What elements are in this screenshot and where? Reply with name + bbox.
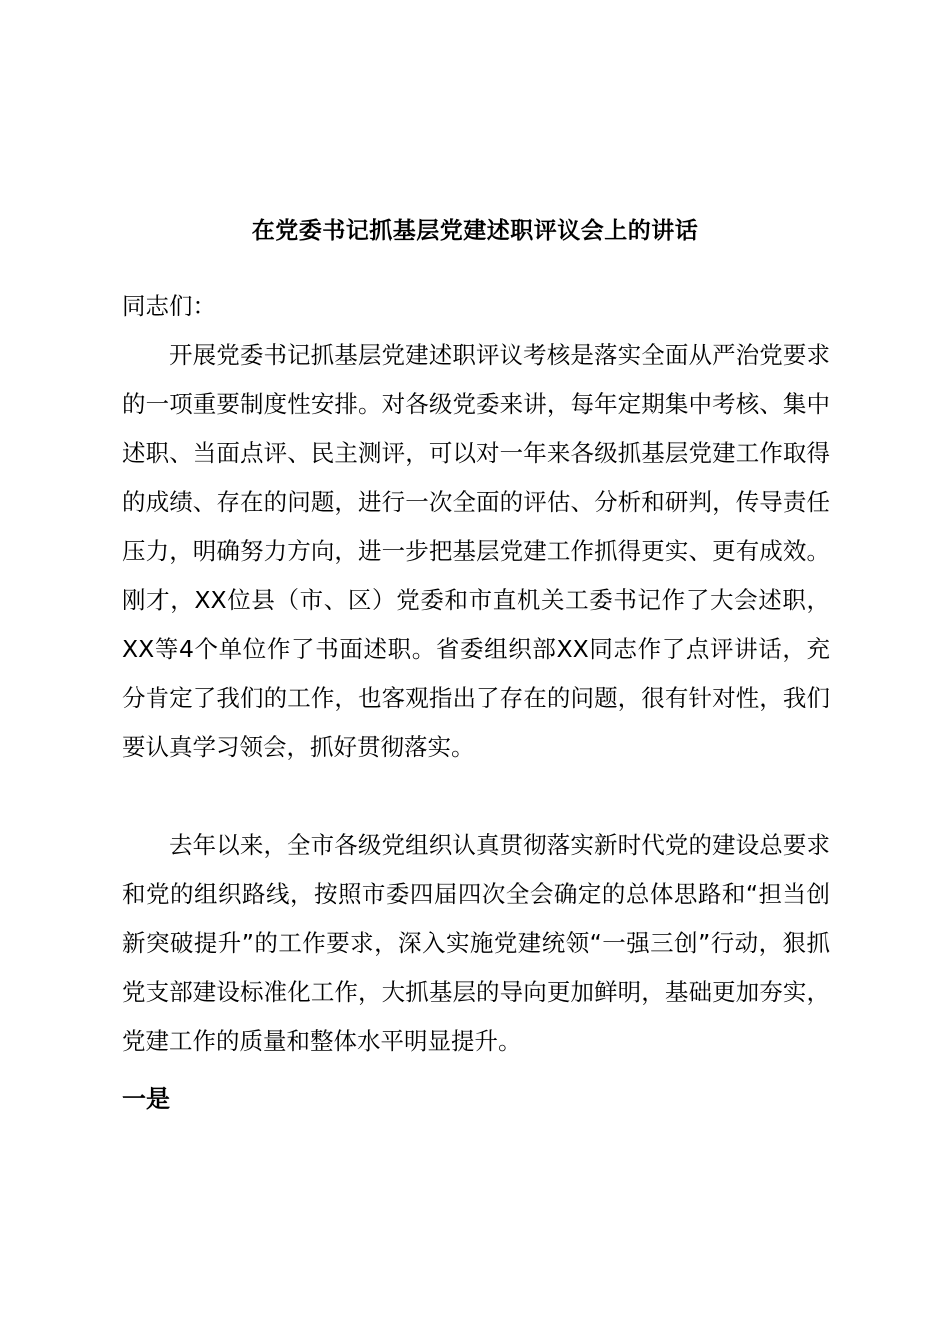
section-heading: 一是 bbox=[122, 1085, 170, 1113]
salutation: 同志们： bbox=[122, 292, 216, 320]
document-title: 在党委书记抓基层党建述职评议会上的讲话 bbox=[251, 218, 699, 244]
paragraph-2: 去年以来，全市各级党组织认真贯彻落实新时代党的建设总要求和党的组织路线，按照市委四届四次全会确定的总体思路和“担当创新突破提升”的工作要求，深入实施党建统领“一强三创”行动，狠抓党支部建设标准化工作，大抓基层的导向更加鲜明，基础更加夯实，党建工作的质量和整体水平明显提升。 bbox=[122, 831, 830, 1055]
paragraph-1: 开展党委书记抓基层党建述职评议考核是落实全面从严治党要求的一项重要制度性安排。对各级党委来讲，每年定期集中考核、集中述职、当面点评、民主测评，可以对一年来各级抓基层党建工作取得的成绩、存在的问题，进行一次全面的评估、分析和研判，传导责任压力，明确努力方向，进一步把基层党建工作抓得更实、更有成效。刚才，XX位县（市、区）党委和市直机关工委书记作了大会述职，XX等4个单位作了书面述职。省委组织部XX同志作了点评讲话，充分肯定了我们的工作，也客观指出了存在的问题，很有针对性，我们要认真学习领会，抓好贯彻落实。 bbox=[122, 341, 830, 761]
